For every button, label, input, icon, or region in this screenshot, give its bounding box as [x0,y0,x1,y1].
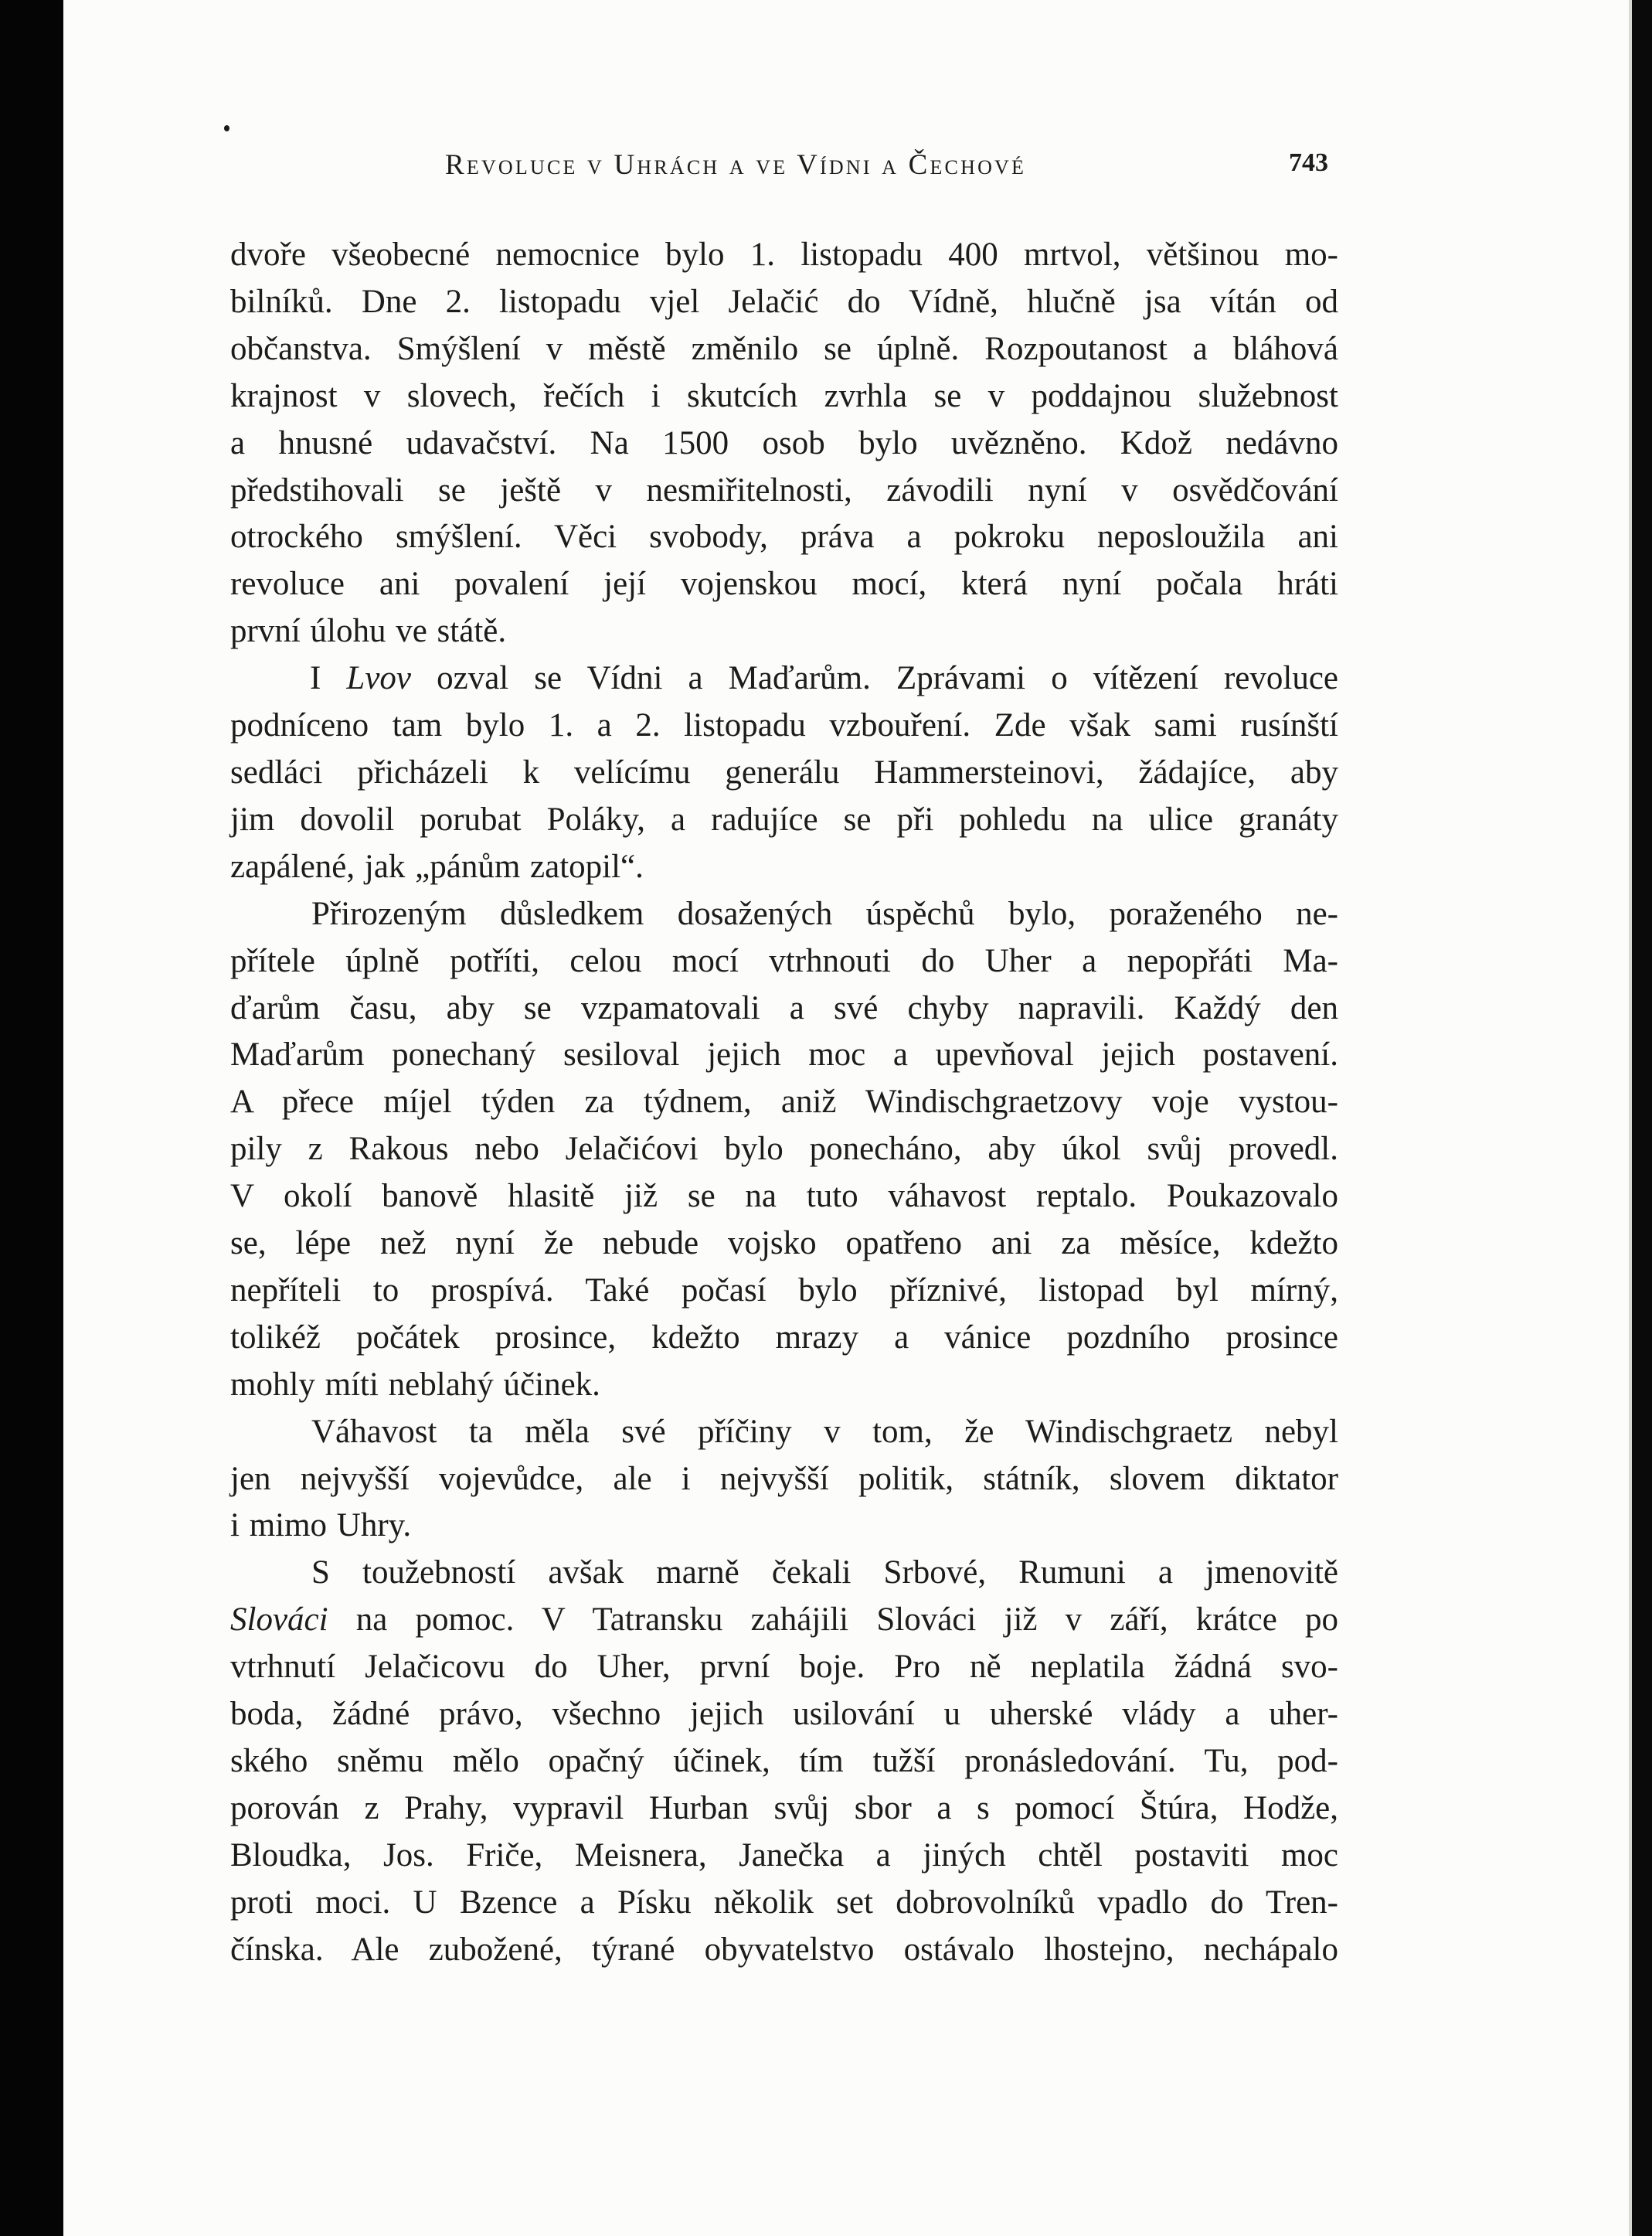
paragraph-1-line: občanstva. Smýšlení v městě změnilo se úplně. Rozpoutanost a bláhová [230,330,1338,367]
paragraph-3-line: Maďarům ponechaný sesiloval jejich moc a upevňoval jejich postavení. [230,1036,1338,1074]
paragraph-4-line: Váhavost ta měla své příčiny v tom, že Windischgraetz nebyl [311,1413,1338,1450]
paragraph-3-line: tolikéž počátek prosince, kdežto mrazy a vánice pozdního prosince [230,1319,1338,1356]
paragraph-5-line: porován z Prahy, vypravil Hurban svůj sbor a s pomocí Štúra, Hodže, [230,1789,1338,1826]
paragraph-5-first-line: S toužebností avšak marně čekali Srbové, Rumuni a jmenovitě [311,1554,1338,1591]
paragraph-1-line: a hnusné udavačství. Na 1500 osob bylo uvězněno. Kdož nedávno [230,424,1338,461]
paragraph-5-line: boda, žádné právo, všechno jejich usilování u uherské vlády a uher- [230,1696,1338,1733]
paragraph-4-line: i mimo Uhry. [230,1507,412,1544]
place-name-italic: Lvov [346,660,412,697]
paragraph-3-line: nepříteli to prospívá. Také počasí bylo příznivé, listopad byl mírný, [230,1271,1338,1309]
ink-speck [224,125,229,131]
scan-border-left [0,0,63,2236]
paragraph-1-line: otrockého smýšlení. Věci svobody, práva a pokroku neposloužila ani [230,519,1338,556]
running-title: Revoluce v Uhrách a ve Vídni a Čechové [445,149,1027,181]
paragraph-5-line: vtrhnutí Jelačicovu do Uher, první boje. Pro ně neplatila žádná svo- [230,1649,1338,1686]
paragraph-1-line: předstihovali se ještě v nesmiřitelnosti, závodili nyní v osvědčování [230,471,1338,509]
paragraph-3-line: přítele úplně potříti, celou mocí vtrhnouti do Uher a nepopřáti Ma- [230,942,1338,979]
paragraph-3-line: pily z Rakous nebo Jelačićovi bylo ponecháno, aby úkol svůj provedl. [230,1131,1338,1168]
paragraph-5-line: ského sněmu mělo opačný účinek, tím tužší pronásledování. Tu, pod- [230,1743,1338,1779]
paragraph-1-line: revoluce ani povalení její vojenskou mocí, která nyní počala hráti [230,566,1338,603]
paragraph-5-line: proti moci. U Bzence a Písku několik set dobrovolníků vpadlo do Tren- [230,1884,1338,1921]
body-text [230,232,1338,1974]
paragraph-1-line: první úlohu ve státě. [230,613,507,650]
paragraph-5-line: čínska. Ale zubožené, týrané obyvatelstvo ostávalo lhostejno, nechápalo [230,1931,1338,1968]
text-span: na pomoc. V Tatransku zahájili Slováci již v září, krátce po [328,1601,1338,1639]
paragraph-1-line: krajnost v slovech, řečích i skutcích zvrhla se v poddajnou služebnost [230,377,1338,414]
paragraph-3-line: mohly míti neblahý účinek. [230,1366,600,1403]
paragraph-1-line: bilníků. Dne 2. listopadu vjel Jelačić do Vídně, hlučně jsa vítán od [230,283,1338,320]
paragraph-3-line: ďarům času, aby se vzpamatovali a své chyby napravili. Každý den [230,989,1338,1026]
paragraph-2-line: zapálené, jak „pánům zatopil“. [230,848,644,885]
page-number: 743 [1289,148,1328,177]
paragraph-2-line: jim dovolil porubat Poláky, a radujíce se při pohledu na ulice granáty [230,801,1338,838]
paragraph-3-line: A přece míjel týden za týdnem, aniž Windischgraetzovy voje vystou- [230,1084,1338,1121]
paragraph-5-second-line [230,1597,1338,1644]
people-name-italic: Slováci [230,1601,328,1639]
scan-border-right [1632,0,1652,2236]
paragraph-5-line: Bloudka, Jos. Friče, Meisnera, Janečka a jiných chtěl postaviti moc [230,1836,1338,1874]
text-span: ozval se Vídni a Maďarům. Zprávami o vítězení revoluce [411,660,1338,697]
paragraph-1-line: dvoře všeobecné nemocnice bylo 1. listopadu 400 mrtvol, většinou mo- [230,237,1338,273]
paragraph-3-line: Přirozeným důsledkem dosažených úspěchů bylo, poraženého ne- [311,895,1338,932]
text-span: I [310,660,347,697]
paragraph-2-first-line [230,655,1338,703]
paragraph-4-line: jen nejvyšší vojevůdce, ale i nejvyšší politik, státník, slovem diktator [230,1460,1338,1497]
paragraph-2-line: sedláci přicházeli k velícímu generálu Hammersteinovi, žádajíce, aby [230,754,1338,791]
paragraph-3-line: se, lépe než nyní že nebude vojsko opatřeno ani za měsíce, kdežto [230,1225,1338,1262]
paragraph-3-line: V okolí banově hlasitě již se na tuto váhavost reptalo. Poukazovalo [230,1178,1338,1215]
paragraph-2-line: podníceno tam bylo 1. a 2. listopadu vzbouření. Zde však sami rusínští [230,707,1338,744]
